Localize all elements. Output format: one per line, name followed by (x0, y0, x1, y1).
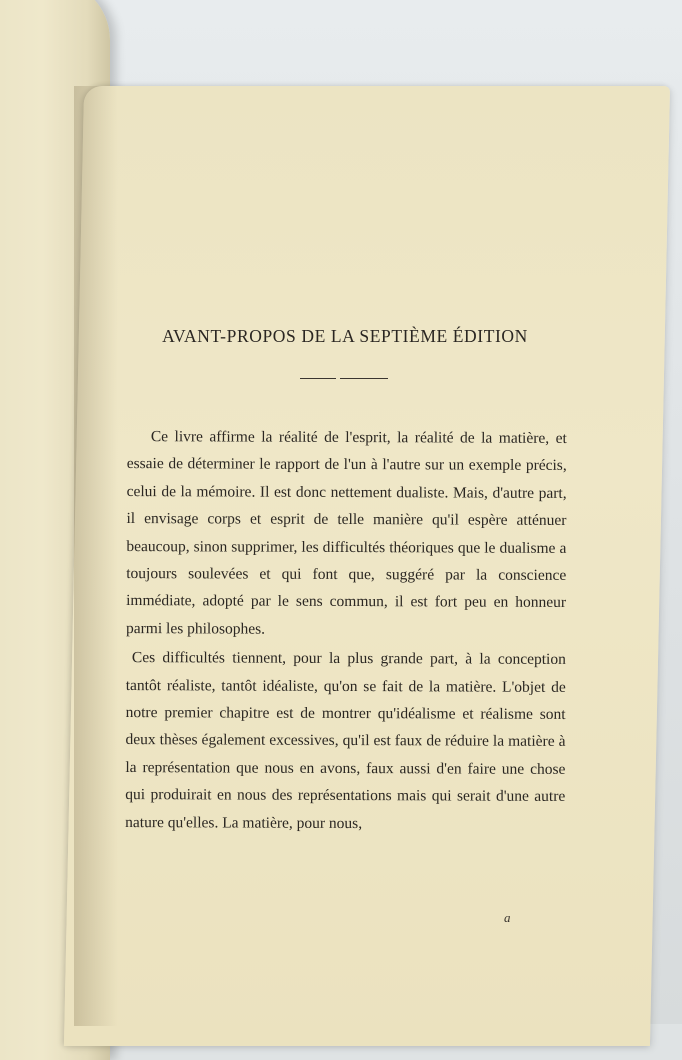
decorative-rule-right (340, 378, 388, 379)
signature-mark: a (504, 910, 511, 925)
decorative-rule-left (300, 378, 336, 379)
paragraph-2: Ces difficultés tiennent, pour la plus grande part, à la conception tantôt réaliste, tantôt idéaliste, qu'on se fait de la matière. L'objet de notre premier chapitre est de montrer qu'idéalisme et réalisme sont deux thèses également excessives, qu'il est faux de réduire la matière à la représentation que nous en avons, faux aussi d'en faire une chose qui produirait en nous des représentations mais qui serait d'une autre nature qu'elles. La matière, pour nous, (125, 649, 566, 832)
paragraph-1: Ce livre affirme la réalité de l'esprit, la réalité de la matière, et essaie de déterminer le rapport de l'un à l'autre sur un exemple précis, celui de la mémoire. Il est donc nettement dualiste. Mais, d'autre part, il envisage corps et esprit de telle manière qu'il espère atténuer beaucoup, sinon supprimer, les difficultés théoriques que le dualisme a toujours soulevées et qui font que, suggéré par la conscience immédiate, adopté par le sens commun, il est fort peu en honneur parmi les philosophes. (125, 428, 567, 638)
body-text (125, 423, 567, 838)
page-heading: AVANT-PROPOS DE LA SEPTIÈME ÉDITION (162, 326, 528, 346)
